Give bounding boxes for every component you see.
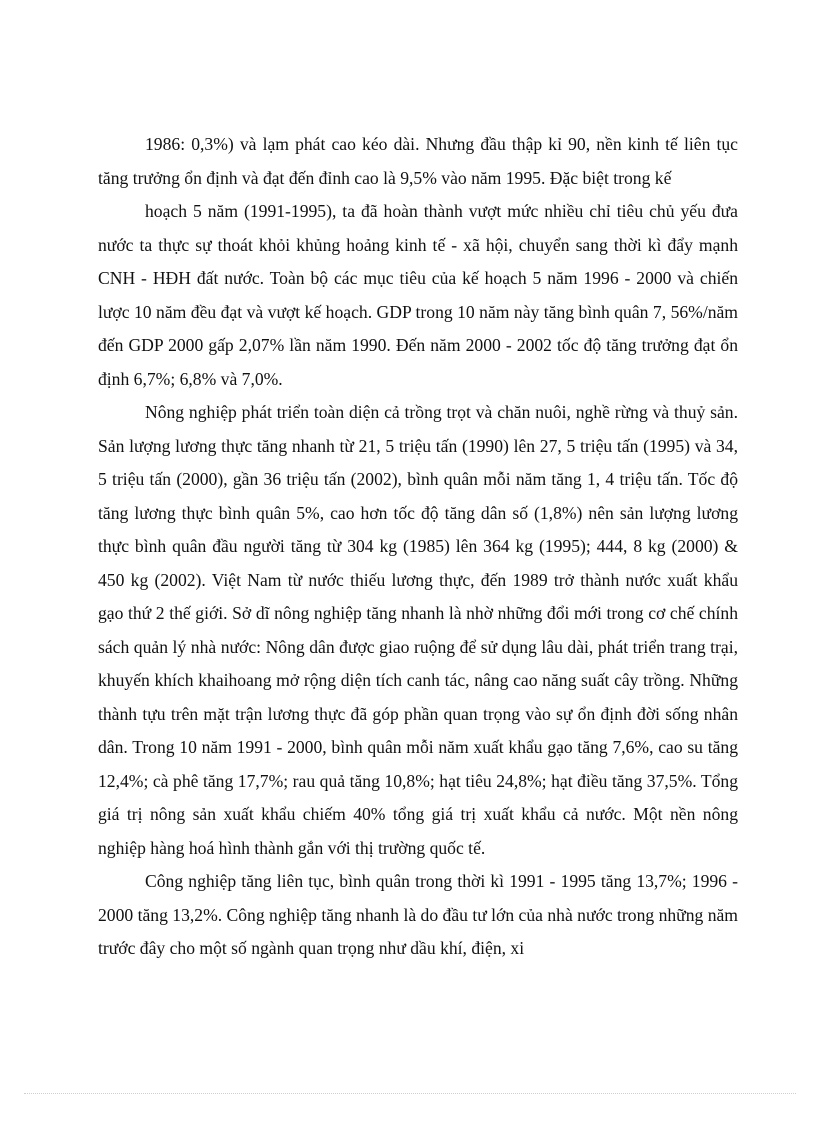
document-body	[98, 128, 738, 966]
paragraph: hoạch 5 năm (1991-1995), ta đã hoàn thành vượt mức nhiều chỉ tiêu chủ yếu đưa nước ta thực sự thoát khỏi khủng hoảng kinh tế - xã hội, chuyển sang thời kì đẩy mạnh CNH - HĐH đất nước. Toàn bộ các mục tiêu của kế hoạch 5 năm 1996 - 2000 và chiến lược 10 năm đều đạt và vượt kế hoạch. GDP trong 10 năm này tăng bình quân 7, 56%/năm đến GDP 2000 gấp 2,07% lần năm 1990. Đến năm 2000 - 2002 tốc độ tăng trưởng đạt ổn định 6,7%; 6,8% và 7,0%.	[98, 201, 738, 389]
paragraph: Công nghiệp tăng liên tục, bình quân trong thời kì 1991 - 1995 tăng 13,7%; 1996 - 2000 tăng 13,2%. Công nghiệp tăng nhanh là do đầu tư lớn của nhà nước trong những năm trước đây cho một số ngành quan trọng như dầu khí, điện, xi	[98, 871, 738, 958]
paragraph: Nông nghiệp phát triển toàn diện cả trồng trọt và chăn nuôi, nghề rừng và thuỷ sản. Sản lượng lương thực tăng nhanh từ 21, 5 triệu tấn (1990) lên 27, 5 triệu tấn (1995) và 34, 5 triệu tấn (2000), gần 36 triệu tấn (2002), bình quân mỗi năm tăng 1, 4 triệu tấn. Tốc độ tăng lương thực bình quân 5%, cao hơn tốc độ tăng dân số (1,8%) nên sản lượng lương thực bình quân đầu người tăng từ 304 kg (1985) lên 364 kg (1995); 444, 8 kg (2000) & 450 kg (2002). Việt Nam từ nước thiếu lương thực, đến 1989 trở thành nước xuất khẩu gạo thứ 2 thế giới. Sở dĩ nông nghiệp tăng nhanh là nhờ những đổi mới trong cơ chế chính sách quản lý nhà nước: Nông dân được giao ruộng để sử dụng lâu dài, phát triển trang trại, khuyến khích khaihoang mở rộng diện tích canh tác, nâng cao năng suất cây trồng. Những thành tựu trên mặt trận lương thực đã góp phần quan trọng vào sự ổn định đời sống nhân dân. Trong 10 năm 1991 - 2000, bình quân mỗi năm xuất khẩu gạo tăng 7,6%, cao su tăng 12,4%; cà phê tăng 17,7%; rau quả tăng 10,8%; hạt tiêu 24,8%; hạt điều tăng 37,5%. Tổng giá trị nông sản xuất khẩu chiếm 40% tổng giá trị xuất khẩu cả nước. Một nền nông nghiệp hàng hoá hình thành gắn với thị trường quốc tế.	[98, 402, 738, 858]
paragraph: 1986: 0,3%) và lạm phát cao kéo dài. Nhưng đầu thập kỉ 90, nền kinh tế liên tục tăng trưởng ổn định và đạt đến đỉnh cao là 9,5% vào năm 1995. Đặc biệt trong kế	[98, 134, 738, 188]
page-bottom-divider	[24, 1093, 796, 1094]
